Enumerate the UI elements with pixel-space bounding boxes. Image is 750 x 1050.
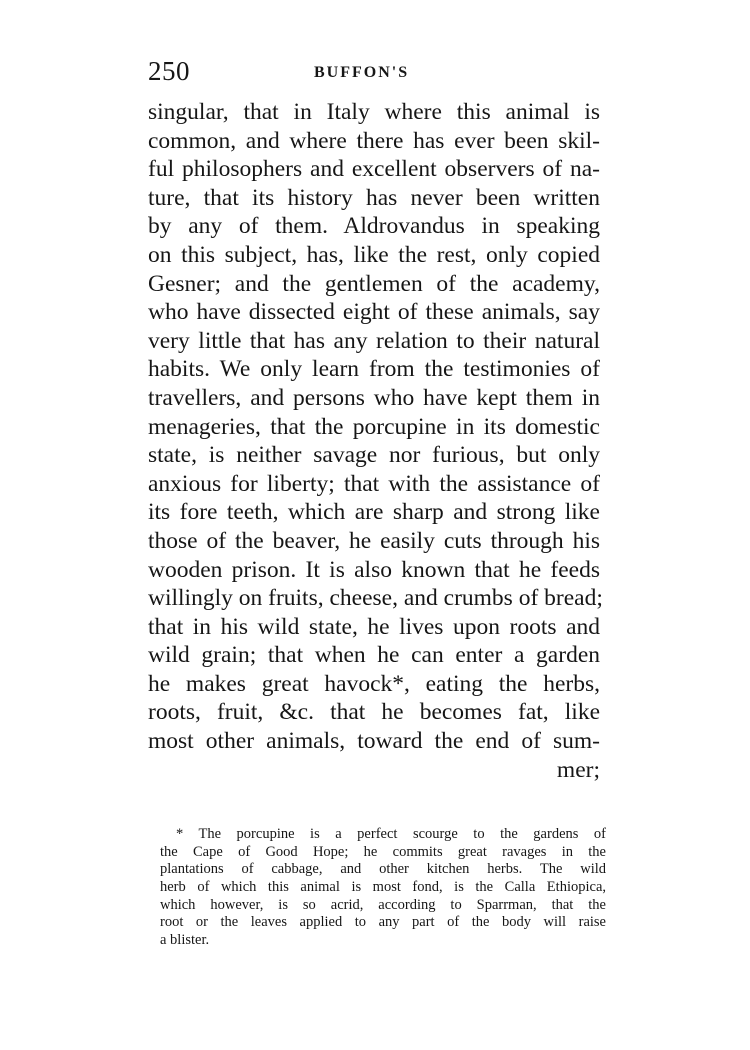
body-line: ture, that its history has never been written — [148, 184, 600, 211]
body-line: wild grain; that when he can enter a garden — [148, 642, 600, 669]
running-head: BUFFON'S — [314, 64, 410, 81]
body-line: he makes great havock*, eating the herbs, — [148, 670, 600, 697]
footnote-line: which however, is so acrid, according to Sparrman, that the — [160, 896, 606, 913]
page-header — [148, 56, 608, 96]
body-line: roots, fruit, &c. that he becomes fat, like — [148, 699, 600, 726]
body-line: by any of them. Aldrovandus in speaking — [148, 213, 600, 240]
body-line: Gesner; and the gentlemen of the academy, — [148, 270, 600, 297]
body-line: its fore teeth, which are sharp and strong like — [148, 499, 600, 526]
body-line: travellers, and persons who have kept them in — [148, 384, 600, 411]
body-line: singular, that in Italy where this animal is — [148, 99, 600, 125]
footnote-line: plantations of cabbage, and other kitchen herbs. The wild — [160, 861, 606, 878]
body-line: anxious for liberty; that with the assistance of — [148, 470, 600, 497]
body-line: who have dissected eight of these animals, say — [148, 299, 600, 326]
body-line: very little that has any relation to their natural — [148, 327, 600, 354]
page-number: 250 — [148, 56, 190, 86]
body-line: that in his wild state, he lives upon roots and — [148, 613, 600, 640]
body-line: ful philosophers and excellent observers of na- — [148, 156, 600, 183]
footnote — [160, 826, 606, 950]
body-line: common, and where there has ever been skil- — [148, 127, 600, 154]
body-line: menageries, that the porcupine in its domestic — [148, 413, 600, 440]
footnote-line: root or the leaves applied to any part of the body will raise — [160, 914, 606, 931]
body-line: willingly on fruits, cheese, and crumbs of bread; — [148, 585, 603, 612]
body-line: state, is neither savage nor furious, but only — [148, 442, 600, 469]
catchword: mer; — [556, 756, 600, 783]
body-line: those of the beaver, he easily cuts through his — [148, 527, 600, 554]
body-line: on this subject, has, like the rest, only copied — [148, 241, 600, 268]
footnote-line: * The porcupine is a perfect scourge to the gardens of — [176, 826, 606, 842]
footnote-line: the Cape of Good Hope; he commits great ravages in the — [160, 843, 606, 860]
footnote-line: herb of which this animal is most fond, is the Calla Ethiopica, — [160, 879, 606, 896]
body-text — [148, 98, 603, 784]
body-line: most other animals, toward the end of sum- — [148, 728, 600, 755]
body-line: wooden prison. It is also known that he feeds — [148, 556, 600, 583]
body-line: habits. We only learn from the testimonies of — [148, 356, 600, 383]
footnote-line: a blister. — [160, 932, 210, 949]
